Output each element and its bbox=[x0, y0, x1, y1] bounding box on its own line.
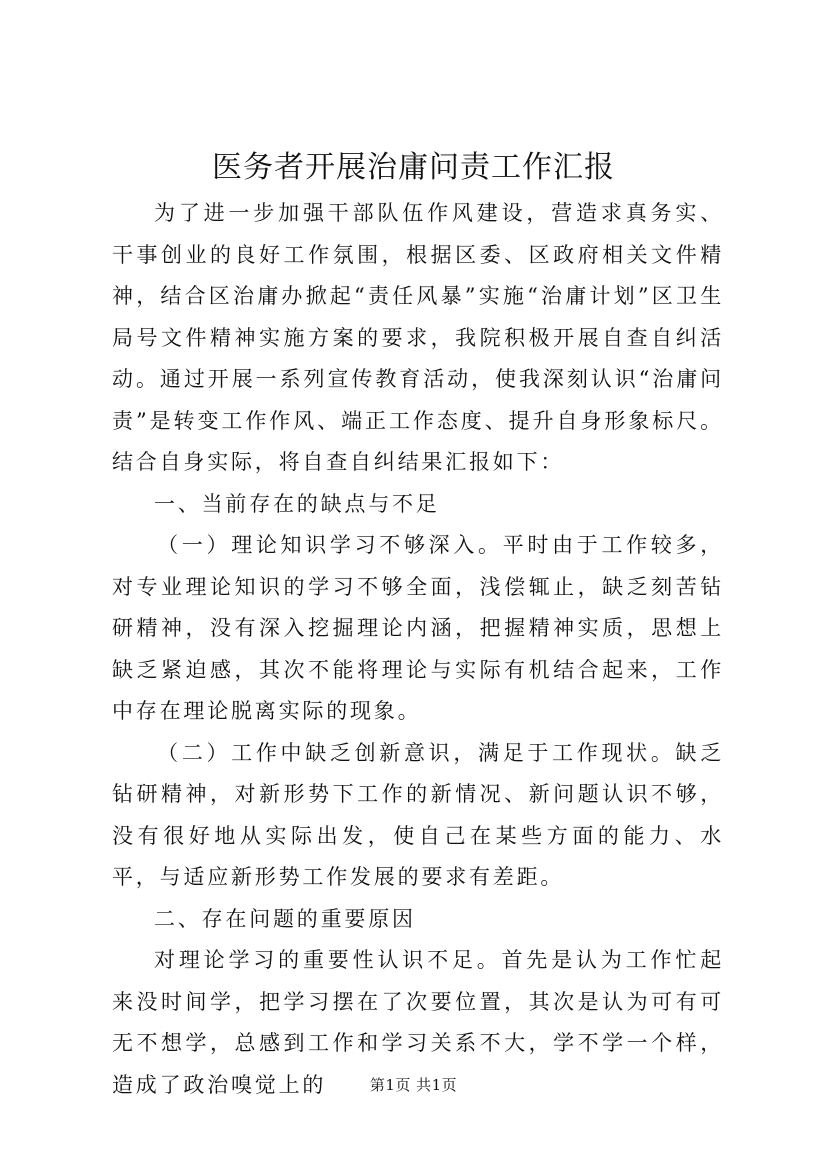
paragraph-reason: 对理论学习的重要性认识不足。首先是认为工作忙起来没时间学，把学习摆在了次要位置，其次是认为可有可无不想学，总感到工作和学习关系不大，学不学一个样，造成了政治嗅觉上的 bbox=[112, 948, 724, 1097]
page-footer: 第1页 共1页 bbox=[369, 1076, 458, 1094]
section-heading-1: 一、当前存在的缺点与不足 bbox=[154, 491, 440, 516]
document-title: 医务者开展治庸问责工作汇报 bbox=[212, 150, 615, 185]
paragraph-intro: 为了进一步加强干部队伍作风建设，营造求真务实、干事创业的良好工作氛围，根据区委、区政府相关文件精神，结合区治庸办掀起“责任风暴”实施“治庸计划”区卫生局号文件精神实施方案的要求，我院积极开展自查自纠活动。通过开展一系列宣传教育活动，使我深刻认识“治庸问责”是转变工作作风、端正工作态度、提升自身形象标尺。结合自身实际，将自查自纠结果汇报如下： bbox=[112, 201, 724, 474]
section-heading-2: 二、存在问题的重要原因 bbox=[154, 906, 416, 931]
paragraph-point-2: （二）工作中缺乏创新意识，满足于工作现状。缺乏钻研精神，对新形势下工作的新情况、新问题认识不够，没有很好地从实际出发，使自己在某些方面的能力、水平，与适应新形势工作发展的要求有差距。 bbox=[112, 740, 724, 889]
document-body bbox=[112, 193, 724, 1106]
paragraph-point-1: （一）理论知识学习不够深入。平时由于工作较多，对专业理论知识的学习不够全面，浅偿辄止，缺乏刻苦钻研精神，没有深入挖掘理论内涵，把握精神实质，思想上缺乏紧迫感，其次不能将理论与实际有机结合起来，工作中存在理论脱离实际的现象。 bbox=[112, 533, 724, 723]
